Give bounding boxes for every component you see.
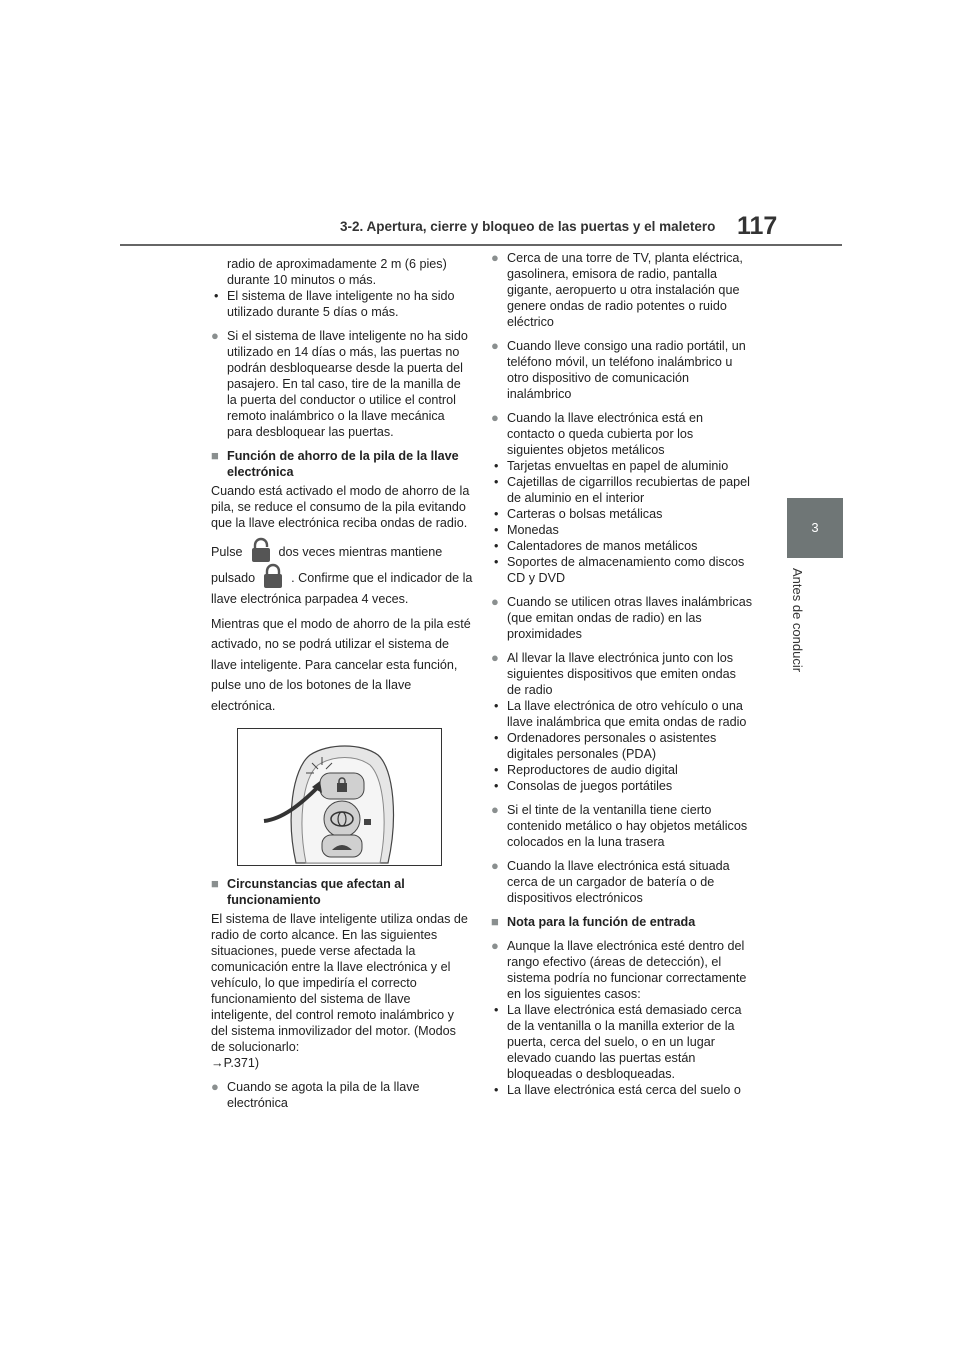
right-column bbox=[491, 250, 753, 1098]
list-item: • Tarjetas envueltas en papel de aluminio bbox=[494, 459, 729, 473]
chapter-side-label-box bbox=[790, 568, 812, 686]
bullet-item: ● Cuando se agota la pila de la llave electrónica bbox=[211, 1079, 420, 1110]
list-item: • Cajetillas de cigarrillos recubiertas de papel de aluminio en el interior bbox=[494, 475, 750, 505]
list-item: • El sistema de llave inteligente no ha sido utilizado durante 5 días o más. bbox=[214, 289, 455, 319]
list-item: • Ordenadores personales o asistentes digitales personales (PDA) bbox=[494, 731, 717, 761]
bullet-item: ● Cuando la llave electrónica está situada cerca de un cargador de batería o de dispositivos electrónicos bbox=[491, 858, 730, 905]
paragraph: Pulse dos veces mientras mantiene pulsado . Confirme que el indicador de la llave electrónica parpadea 4 veces. bbox=[211, 537, 473, 610]
section-title: 3-2. Apertura, cierre y bloqueo de las puertas y el maletero bbox=[340, 219, 716, 234]
circle-bullet-icon: ● bbox=[491, 858, 499, 873]
section-heading: ■ Función de ahorro de la pila de la llave electrónica bbox=[211, 448, 459, 479]
bullet-item: ● Al llevar la llave electrónica junto con los siguientes dispositivos que emiten ondas de radio bbox=[491, 650, 736, 697]
list-item: • La llave electrónica está cerca del suelo o bbox=[494, 1083, 741, 1097]
lock-icon bbox=[261, 563, 285, 589]
page-reference[interactable]: →P.371) bbox=[211, 1056, 260, 1070]
circle-bullet-icon: ● bbox=[491, 938, 499, 953]
section-heading: ■ Nota para la función de entrada bbox=[491, 914, 696, 929]
circle-bullet-icon: ● bbox=[491, 650, 499, 665]
circle-bullet-icon: ● bbox=[211, 1079, 219, 1094]
bullet-item: ● Si el sistema de llave inteligente no ha sido utilizado en 14 días o más, las puertas no podrán desbloquearse desde la puerta del pasajero. En tal caso, tire de la manilla de la puerta del conductor o utilice el control remoto inalámbrico o la llave mecánica para desbloquear las puertas. bbox=[211, 328, 468, 439]
list-item: • Carteras o bolsas metálicas bbox=[494, 507, 663, 521]
paragraph: Mientras que el modo de ahorro de la pila esté activado, no se podrá utilizar el sistema de llave inteligente. Para cancelar esta función, pulse uno de los botones de la llave electrónica. bbox=[211, 616, 471, 713]
page-number: 117 bbox=[737, 212, 778, 240]
bullet-item: ● Cuando se utilicen otras llaves inalámbricas (que emitan ondas de radio) en las proximidades bbox=[491, 594, 753, 641]
bullet-item: ● Aunque la llave electrónica esté dentro del rango efectivo (áreas de detección), el sistema podría no funcionar correctamente en los siguientes casos: bbox=[491, 938, 747, 1001]
chapter-tab: 3 bbox=[787, 498, 843, 558]
list-item: • Reproductores de audio digital bbox=[494, 763, 678, 777]
header-divider bbox=[120, 244, 842, 246]
circle-bullet-icon: ● bbox=[491, 594, 499, 609]
bullet-item: ● Si el tinte de la ventanilla tiene cierto contenido metálico o hay objetos metálicos colocados en la luna trasera bbox=[491, 802, 748, 849]
key-illustration bbox=[237, 728, 442, 866]
circle-bullet-icon: ● bbox=[491, 338, 499, 353]
square-heading-icon: ■ bbox=[491, 914, 499, 929]
section-heading: ■ Circunstancias que afectan al funcionamiento bbox=[211, 876, 405, 907]
lock-icon bbox=[249, 537, 273, 563]
list-item: • Monedas bbox=[494, 523, 559, 537]
square-heading-icon: ■ bbox=[211, 448, 219, 463]
chapter-side-label: Antes de conducir bbox=[790, 568, 805, 673]
square-heading-icon: ■ bbox=[211, 876, 219, 891]
paragraph: El sistema de llave inteligente utiliza ondas de radio de corto alcance. En las siguientes situaciones, puede verse afectada la comunicación entre la llave electrónica y el vehículo, lo que impediría el correcto funcionamiento del sistema de llave inteligente, del control remoto inalámbrico y del sistema inmovilizador del motor. (Modos de solucionarlo: →P.371) bbox=[211, 912, 468, 1070]
bullet-item: ● Cuando lleve consigo una radio portátil, un teléfono móvil, un teléfono inalámbrico u otro dispositivo de comunicación inalámbrico bbox=[491, 338, 746, 401]
list-item: • La llave electrónica está demasiado cerca de la ventanilla o la manilla exterior de la puerta, cerca del suelo, o en un lugar elevado cuando las puertas están bloqueadas o desbloqueadas. bbox=[494, 1003, 742, 1081]
list-item: • La llave electrónica de otro vehículo o una llave inalámbrica que emita ondas de radio bbox=[494, 699, 747, 729]
list-item: • Calentadores de manos metálicos bbox=[494, 539, 698, 553]
left-column bbox=[211, 256, 473, 1111]
bullet-item: ● Cuando la llave electrónica está en contacto o queda cubierta por los siguientes objetos metálicos bbox=[491, 410, 704, 457]
paragraph: Cuando está activado el modo de ahorro de la pila, se reduce el consumo de la pila evitando que la llave electrónica reciba ondas de radio. bbox=[211, 484, 470, 530]
circle-bullet-icon: ● bbox=[491, 410, 499, 425]
circle-bullet-icon: ● bbox=[211, 328, 219, 343]
bullet-item: ● Cerca de una torre de TV, planta eléctrica, gasolinera, emisora de radio, pantalla gigante, aeropuerto u otra instalación que genere ondas de radio potentes o ruido eléctrico bbox=[491, 250, 743, 329]
list-item: • Soportes de almacenamiento como discos CD y DVD bbox=[494, 555, 745, 585]
circle-bullet-icon: ● bbox=[491, 250, 499, 265]
circle-bullet-icon: ● bbox=[491, 802, 499, 817]
continued-text: radio de aproximadamente 2 m (6 pies) durante 10 minutos o más. bbox=[227, 257, 447, 287]
list-item: • Consolas de juegos portátiles bbox=[494, 779, 673, 793]
